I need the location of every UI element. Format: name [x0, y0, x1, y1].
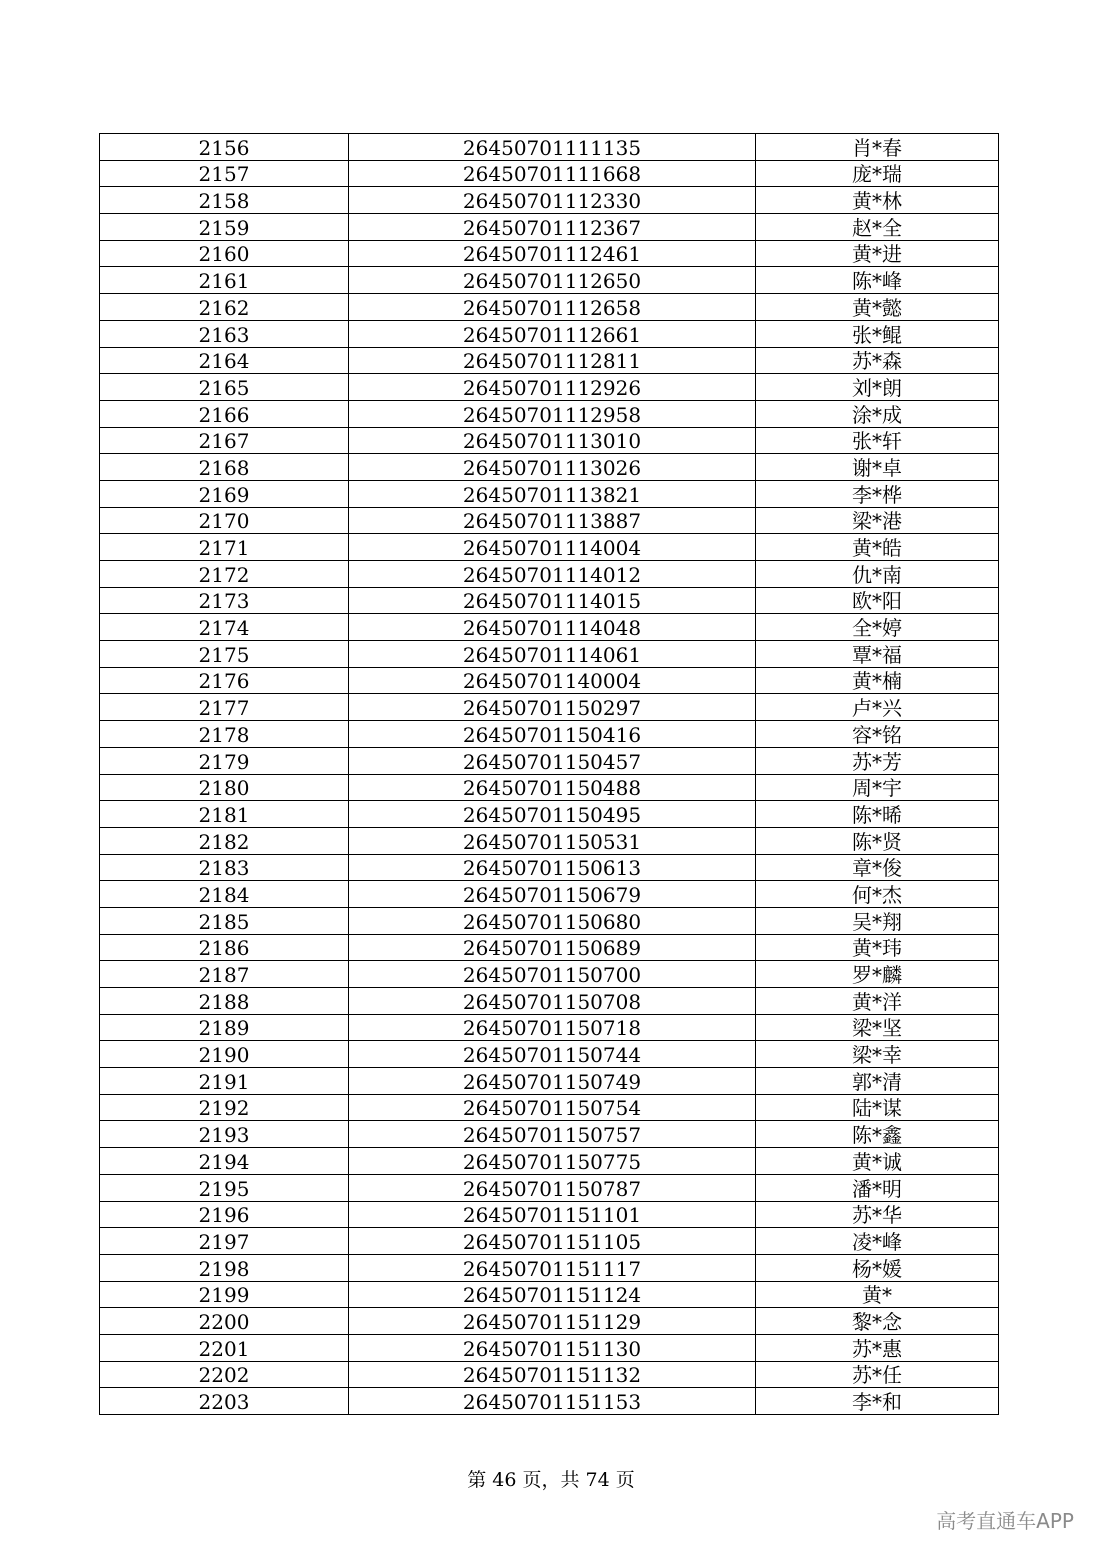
exam-id-cell: 26450701113010	[349, 427, 756, 454]
row-number-cell: 2167	[100, 427, 349, 454]
name-cell: 黄*洋	[756, 988, 999, 1015]
name-cell: 周*宇	[756, 774, 999, 801]
exam-id-cell: 26450701150488	[349, 774, 756, 801]
exam-id-cell: 26450701114048	[349, 614, 756, 641]
table-row	[100, 641, 999, 668]
row-number-cell: 2175	[100, 641, 349, 668]
exam-id-cell: 26450701150531	[349, 827, 756, 854]
exam-id-cell: 26450701112958	[349, 400, 756, 427]
row-number-cell: 2174	[100, 614, 349, 641]
table-row	[100, 134, 999, 161]
table-row	[100, 961, 999, 988]
row-number-cell: 2169	[100, 480, 349, 507]
exam-id-cell: 26450701112661	[349, 320, 756, 347]
name-cell: 黄*林	[756, 187, 999, 214]
exam-id-cell: 26450701151130	[349, 1334, 756, 1361]
row-number-cell: 2201	[100, 1334, 349, 1361]
name-cell: 苏*任	[756, 1361, 999, 1388]
name-cell: 仇*南	[756, 561, 999, 588]
name-cell: 黄*皓	[756, 534, 999, 561]
name-cell: 覃*福	[756, 641, 999, 668]
table-row	[100, 801, 999, 828]
row-number-cell: 2186	[100, 934, 349, 961]
table-row	[100, 881, 999, 908]
name-cell: 张*轩	[756, 427, 999, 454]
table-row	[100, 1334, 999, 1361]
name-cell: 潘*明	[756, 1174, 999, 1201]
name-cell: 苏*惠	[756, 1334, 999, 1361]
table-row	[100, 1148, 999, 1175]
table-row	[100, 988, 999, 1015]
exam-id-cell: 26450701113821	[349, 480, 756, 507]
exam-id-cell: 26450701150775	[349, 1148, 756, 1175]
table-row	[100, 160, 999, 187]
row-number-cell: 2166	[100, 400, 349, 427]
exam-id-cell: 26450701140004	[349, 667, 756, 694]
name-cell: 罗*麟	[756, 961, 999, 988]
name-cell: 何*杰	[756, 881, 999, 908]
table-row	[100, 907, 999, 934]
page-footer: 第 46 页，共 74 页	[467, 1469, 635, 1491]
name-cell: 全*婷	[756, 614, 999, 641]
table-row	[100, 320, 999, 347]
row-number-cell: 2157	[100, 160, 349, 187]
table-row	[100, 187, 999, 214]
row-number-cell: 2173	[100, 587, 349, 614]
watermark-logo: 高考直通车APP	[936, 1509, 1074, 1533]
name-cell: 梁*幸	[756, 1041, 999, 1068]
name-cell: 黄*玮	[756, 934, 999, 961]
name-cell: 陈*鑫	[756, 1121, 999, 1148]
name-cell: 陆*谋	[756, 1094, 999, 1121]
row-number-cell: 2165	[100, 374, 349, 401]
row-number-cell: 2182	[100, 827, 349, 854]
row-number-cell: 2162	[100, 294, 349, 321]
row-number-cell: 2163	[100, 320, 349, 347]
table-row	[100, 827, 999, 854]
name-cell: 黄*懿	[756, 294, 999, 321]
name-cell: 黄*楠	[756, 667, 999, 694]
table-row	[100, 667, 999, 694]
row-number-cell: 2196	[100, 1201, 349, 1228]
name-cell: 李*桦	[756, 480, 999, 507]
row-number-cell: 2171	[100, 534, 349, 561]
exam-id-cell: 26450701151101	[349, 1201, 756, 1228]
exam-id-cell: 26450701150708	[349, 988, 756, 1015]
table-row	[100, 1361, 999, 1388]
exam-id-cell: 26450701112330	[349, 187, 756, 214]
table-row	[100, 1041, 999, 1068]
name-cell: 谢*卓	[756, 454, 999, 481]
table-row	[100, 721, 999, 748]
exam-id-cell: 26450701150718	[349, 1014, 756, 1041]
name-cell: 杨*媛	[756, 1254, 999, 1281]
row-number-cell: 2200	[100, 1308, 349, 1335]
exam-id-cell: 26450701111135	[349, 134, 756, 161]
table-row	[100, 267, 999, 294]
table-row	[100, 400, 999, 427]
table-row	[100, 347, 999, 374]
exam-id-cell: 26450701113026	[349, 454, 756, 481]
row-number-cell: 2197	[100, 1228, 349, 1255]
table-row	[100, 1014, 999, 1041]
table-row	[100, 507, 999, 534]
exam-id-cell: 26450701150744	[349, 1041, 756, 1068]
row-number-cell: 2159	[100, 214, 349, 241]
table-row	[100, 774, 999, 801]
row-number-cell: 2192	[100, 1094, 349, 1121]
table-row	[100, 854, 999, 881]
table-row	[100, 427, 999, 454]
exam-id-cell: 26450701151117	[349, 1254, 756, 1281]
row-number-cell: 2198	[100, 1254, 349, 1281]
table-row	[100, 480, 999, 507]
table-row	[100, 1201, 999, 1228]
name-cell: 凌*峰	[756, 1228, 999, 1255]
row-number-cell: 2195	[100, 1174, 349, 1201]
name-cell: 欧*阳	[756, 587, 999, 614]
row-number-cell: 2189	[100, 1014, 349, 1041]
table-row	[100, 1281, 999, 1308]
name-cell: 苏*森	[756, 347, 999, 374]
row-number-cell: 2181	[100, 801, 349, 828]
exam-id-cell: 26450701150416	[349, 721, 756, 748]
exam-id-cell: 26450701112811	[349, 347, 756, 374]
exam-id-cell: 26450701151105	[349, 1228, 756, 1255]
row-number-cell: 2176	[100, 667, 349, 694]
exam-id-cell: 26450701150679	[349, 881, 756, 908]
name-cell: 肖*春	[756, 134, 999, 161]
name-cell: 刘*朗	[756, 374, 999, 401]
name-cell: 陈*贤	[756, 827, 999, 854]
roster-body	[100, 134, 999, 1415]
roster-table	[99, 133, 999, 1415]
exam-id-cell: 26450701112367	[349, 214, 756, 241]
table-row	[100, 694, 999, 721]
row-number-cell: 2187	[100, 961, 349, 988]
name-cell: 吴*翔	[756, 907, 999, 934]
name-cell: 陈*峰	[756, 267, 999, 294]
table-row	[100, 214, 999, 241]
name-cell: 苏*华	[756, 1201, 999, 1228]
row-number-cell: 2179	[100, 747, 349, 774]
row-number-cell: 2180	[100, 774, 349, 801]
name-cell: 黄*	[756, 1281, 999, 1308]
exam-id-cell: 26450701112926	[349, 374, 756, 401]
table-row	[100, 1228, 999, 1255]
exam-id-cell: 26450701112650	[349, 267, 756, 294]
row-number-cell: 2188	[100, 988, 349, 1015]
name-cell: 苏*芳	[756, 747, 999, 774]
table-row	[100, 374, 999, 401]
name-cell: 张*鲲	[756, 320, 999, 347]
table-row	[100, 294, 999, 321]
row-number-cell: 2156	[100, 134, 349, 161]
row-number-cell: 2191	[100, 1068, 349, 1095]
exam-id-cell: 26450701151129	[349, 1308, 756, 1335]
name-cell: 陈*晞	[756, 801, 999, 828]
row-number-cell: 2194	[100, 1148, 349, 1175]
exam-id-cell: 26450701150749	[349, 1068, 756, 1095]
table-row	[100, 747, 999, 774]
table-row	[100, 1388, 999, 1415]
table-row	[100, 534, 999, 561]
table-row	[100, 614, 999, 641]
exam-id-cell: 26450701111668	[349, 160, 756, 187]
name-cell: 赵*全	[756, 214, 999, 241]
name-cell: 庞*瑞	[756, 160, 999, 187]
row-number-cell: 2177	[100, 694, 349, 721]
row-number-cell: 2161	[100, 267, 349, 294]
table-row	[100, 1174, 999, 1201]
exam-id-cell: 26450701150757	[349, 1121, 756, 1148]
exam-id-cell: 26450701112658	[349, 294, 756, 321]
row-number-cell: 2164	[100, 347, 349, 374]
table-row	[100, 934, 999, 961]
row-number-cell: 2158	[100, 187, 349, 214]
exam-id-cell: 26450701151132	[349, 1361, 756, 1388]
row-number-cell: 2199	[100, 1281, 349, 1308]
exam-id-cell: 26450701114004	[349, 534, 756, 561]
exam-id-cell: 26450701113887	[349, 507, 756, 534]
exam-id-cell: 26450701150457	[349, 747, 756, 774]
table-row	[100, 561, 999, 588]
table-row	[100, 454, 999, 481]
row-number-cell: 2168	[100, 454, 349, 481]
exam-id-cell: 26450701114012	[349, 561, 756, 588]
row-number-cell: 2172	[100, 561, 349, 588]
table-row	[100, 1068, 999, 1095]
row-number-cell: 2193	[100, 1121, 349, 1148]
exam-id-cell: 26450701150689	[349, 934, 756, 961]
exam-id-cell: 26450701150787	[349, 1174, 756, 1201]
exam-id-cell: 26450701150680	[349, 907, 756, 934]
name-cell: 黄*进	[756, 240, 999, 267]
exam-id-cell: 26450701150700	[349, 961, 756, 988]
table-row	[100, 587, 999, 614]
exam-id-cell: 26450701150297	[349, 694, 756, 721]
name-cell: 黄*诚	[756, 1148, 999, 1175]
row-number-cell: 2160	[100, 240, 349, 267]
row-number-cell: 2170	[100, 507, 349, 534]
table-row	[100, 1308, 999, 1335]
exam-id-cell: 26450701150495	[349, 801, 756, 828]
table-row	[100, 1094, 999, 1121]
exam-id-cell: 26450701112461	[349, 240, 756, 267]
row-number-cell: 2203	[100, 1388, 349, 1415]
row-number-cell: 2202	[100, 1361, 349, 1388]
name-cell: 章*俊	[756, 854, 999, 881]
name-cell: 容*铭	[756, 721, 999, 748]
exam-id-cell: 26450701151153	[349, 1388, 756, 1415]
name-cell: 梁*港	[756, 507, 999, 534]
row-number-cell: 2178	[100, 721, 349, 748]
table-row	[100, 1254, 999, 1281]
table-row	[100, 240, 999, 267]
row-number-cell: 2184	[100, 881, 349, 908]
exam-id-cell: 26450701150613	[349, 854, 756, 881]
name-cell: 卢*兴	[756, 694, 999, 721]
row-number-cell: 2183	[100, 854, 349, 881]
exam-id-cell: 26450701151124	[349, 1281, 756, 1308]
exam-id-cell: 26450701150754	[349, 1094, 756, 1121]
exam-id-cell: 26450701114015	[349, 587, 756, 614]
name-cell: 黎*念	[756, 1308, 999, 1335]
name-cell: 郭*清	[756, 1068, 999, 1095]
name-cell: 李*和	[756, 1388, 999, 1415]
table-row	[100, 1121, 999, 1148]
exam-id-cell: 26450701114061	[349, 641, 756, 668]
name-cell: 涂*成	[756, 400, 999, 427]
row-number-cell: 2190	[100, 1041, 349, 1068]
name-cell: 梁*坚	[756, 1014, 999, 1041]
row-number-cell: 2185	[100, 907, 349, 934]
